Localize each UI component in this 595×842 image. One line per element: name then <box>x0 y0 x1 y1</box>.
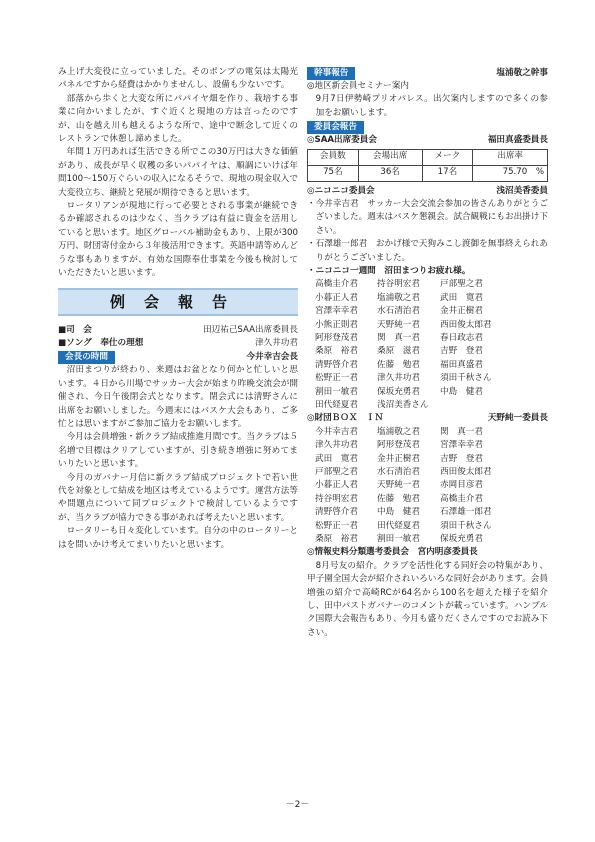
member-name: 田代経夏君 <box>377 520 420 531</box>
name-row <box>315 439 548 452</box>
member-name: 関 真一君 <box>440 426 483 437</box>
rotarian-paragraph: ロータリアンが現地に行って必要とされる事業が継続できるか確認されるのは少なく、当クラブは有益に資金を活用していると思います。地区グローバル補助金もあり、上限が300万円、財団寄付金から３年後活用できます。英語申請等めんどうな事もありますが、有効な国際奉仕事業を今後も検討していただきたいと思います。 <box>58 201 298 279</box>
member-name: 持谷明宏君 <box>377 279 420 290</box>
member-name: 天野純一君 <box>377 480 420 491</box>
nico-title: ◎ニコニコ委員会 <box>307 185 375 196</box>
president-paragraph: 沼田まつりが終わり、来週はお盆となり何かと忙しいと思います。４日から川場でサッカー大会が始まり昨晩交流会が開催され、今日午後閉会式となります。閉会式には清野さんに出席をお願いしました。今週末にはバスケ大会もあり、ご多忙とは思いますがご参加ご協力をお願いします。 <box>58 365 298 429</box>
member-name: 赤岡目彦君 <box>440 480 483 491</box>
name-row <box>315 305 548 318</box>
member-name: 田代経夏君 <box>315 399 358 410</box>
president-tag: 会長の時間 <box>58 351 115 364</box>
president-paragraph: ロータリーも日々変化しています。自分の中のロータリーとはを問いかけ考えてまいりたいと思います。 <box>58 526 298 550</box>
attendance-value-cell: 75名 <box>308 165 359 181</box>
committee-header <box>307 120 548 134</box>
name-row <box>315 386 548 399</box>
member-name: 浅沼美香さん <box>377 399 429 410</box>
secretary-name: 塩浦敬之幹事 <box>496 67 548 78</box>
box-title: ◎財団ＢＯＸ ＩＮ <box>307 413 384 424</box>
seminar-body: 9月7日伊勢崎プリオパレス。出欠案内しますので多くの参加をお願いします。 <box>315 94 548 118</box>
song-value: 津久井功君 <box>255 337 298 348</box>
president-name: 今井幸吉会長 <box>246 351 298 362</box>
member-name: 宮澤幸幸君 <box>440 440 483 451</box>
attendance-header-row <box>308 149 548 165</box>
box-names <box>307 426 548 547</box>
member-name: 桑原 滋君 <box>377 346 420 357</box>
member-name: 割田一敏君 <box>377 533 420 544</box>
president-paragraph: 今月のガバナー月信に新クラブ結成プロジェクトで若い世代を対象として結成を地区は考えているようです。運営方法等や問題点について同プロジェクトで検討しているようですが、当クラブが協力できる事があれば考えたいと思います。 <box>58 472 298 523</box>
saa-header <box>307 134 548 147</box>
name-row <box>315 520 548 533</box>
left-column <box>58 66 298 552</box>
name-row <box>315 372 548 385</box>
saa-title: ◎SAA出席委員会 <box>307 135 377 146</box>
income-paragraph: 年間１万円あれば生活できる所でこの30万円は大きな価値があり、成長が早く収穫の多いパパイヤは、順調にいけば年間100～150万ぐらいの収入になるそうで、現地の現金収入で大変役立ち、継続と発展が期待できると思います。 <box>58 147 298 198</box>
name-row <box>315 533 548 546</box>
nico-item: ・石澤雄一郎君 おかげ様で天狗みこし渡御を無事終えられありがとうございました。 <box>307 239 548 263</box>
member-name: 小熊正則君 <box>315 319 358 330</box>
member-name: 金井正樹君 <box>377 453 420 464</box>
member-name: 戸部聖之君 <box>315 466 358 477</box>
name-row <box>315 278 548 291</box>
attendance-header-cell: 会場出席 <box>358 149 422 165</box>
attendance-table <box>307 149 548 182</box>
seminar-title: ◎地区新会員セミナー案内 <box>307 81 410 91</box>
nico-chair: 浅沼美香委員 <box>496 185 548 196</box>
nico-item: ・今井幸吉君 サッカー大会交流会参加の皆さんありがとうございました。週末はバスケ懇親会。試合観戦にもお出掛け下さい。 <box>307 199 548 236</box>
papaya-paragraph: 部落から歩くと大変な所にパパイヤ畑を作り、栽培する事業に向かいましたが、すぐ近くと現地の方は言ったのですが、山を越え川も越えるような所で、途中で断念して近くのレストランで休憩し諦めました。 <box>58 93 298 145</box>
president-header <box>58 350 298 364</box>
member-name: 福田真盛君 <box>440 359 483 370</box>
box-chair: 天野純一委員長 <box>487 413 548 424</box>
attendance-header-cell: 会員数 <box>308 149 359 165</box>
member-name: 割田一敏君 <box>315 386 358 397</box>
member-name: 西田俊太郎君 <box>440 319 492 330</box>
member-name: 今井幸吉君 <box>315 426 358 437</box>
member-name: 春日政志君 <box>440 333 483 344</box>
name-row <box>315 479 548 492</box>
attendance-header-cell: 出席率 <box>473 149 548 165</box>
member-name: 小暮正人君 <box>315 480 358 491</box>
song-line <box>58 337 298 350</box>
member-name: 持谷明宏君 <box>315 493 358 504</box>
right-column <box>307 66 548 640</box>
secretary-header <box>307 66 548 80</box>
member-name: 高橋圭介君 <box>440 493 483 504</box>
member-name: 保坂充勇君 <box>440 533 483 544</box>
member-name: 津久井功君 <box>315 440 358 451</box>
member-name: 吉野 登君 <box>440 346 483 357</box>
member-name: 水石清治君 <box>377 466 420 477</box>
member-name: 阿形登茂君 <box>315 333 358 344</box>
chair-label: ■司 会 <box>58 324 92 335</box>
meeting-report-banner: 例会報告 <box>58 288 298 316</box>
member-name: 宮澤幸幸君 <box>315 306 358 317</box>
info-committee-title: ◎情報史料分類選考委員会 宮内明彦委員長 <box>307 547 478 558</box>
member-name: 中島 健君 <box>377 507 420 518</box>
continued-paragraph: み上げ大変役に立っていました。そのポンプの電気は太陽光パネルですから経費はかかりませんし、設備も少ないです。 <box>58 67 298 91</box>
attendance-value-cell: 36名 <box>358 165 422 181</box>
attendance-header-cell: メーク <box>422 149 473 165</box>
nico-names <box>307 278 548 412</box>
name-row <box>315 453 548 466</box>
name-row <box>315 292 548 305</box>
member-name: 佐藤 勉君 <box>377 493 420 504</box>
member-name: 水石清治君 <box>377 306 420 317</box>
member-name: 石澤雄一郎君 <box>440 507 492 518</box>
member-name: 戸部聖之君 <box>440 279 483 290</box>
member-name: 武田 寛君 <box>440 292 483 303</box>
president-paragraph: 今月は会員増強・新クラブ結成推進月間です。当クラブは５名増で目標はクリアしていますが、引き続き増強に努めてまいりたいと思います。 <box>58 432 298 470</box>
member-name: 塩浦敬之君 <box>377 426 420 437</box>
name-row <box>315 426 548 439</box>
committee-tag: 委員会報告 <box>307 121 364 134</box>
member-name: 保坂充勇君 <box>377 386 420 397</box>
member-name: 桑原 裕君 <box>315 533 358 544</box>
nico-week-title: ・ニコニコ一週間 沼田まつりお疲れ様。 <box>307 266 471 277</box>
member-name: 塩浦敬之君 <box>377 292 420 303</box>
page-number: －2－ <box>285 800 310 810</box>
member-name: 小暮正人君 <box>315 292 358 303</box>
attendance-value-cell: 17名 <box>422 165 473 181</box>
member-name: 桑原 裕君 <box>315 346 358 357</box>
name-row <box>315 493 548 506</box>
nico-header <box>307 185 548 198</box>
member-name: 佐藤 勉君 <box>377 359 420 370</box>
name-row <box>315 359 548 372</box>
member-name: 吉野 登君 <box>440 453 483 464</box>
member-name: 武田 寛君 <box>315 453 358 464</box>
chair-value: 田辺祐己SAA出席委員長 <box>203 324 298 335</box>
box-header <box>307 412 548 425</box>
member-name: 松野正一君 <box>315 520 358 531</box>
member-name: 関 真一君 <box>377 333 420 344</box>
member-name: 松野正一君 <box>315 373 358 384</box>
member-name: 須田千秋さん <box>440 520 492 531</box>
attendance-value-cell: 75.70 % <box>473 165 548 181</box>
member-name: 須田千秋さん <box>440 373 492 384</box>
name-row <box>315 466 548 479</box>
member-name: 津久井功君 <box>377 373 420 384</box>
info-committee-body: 8月号友の紹介。クラブを活性化する同好会の特集があり、甲子園全国大会が紹介されいろいろな同好会があります。会員増強の紹介で高崎RCが64名から100名を超えた様子を紹介し、田中パストガバナーのコメントが載っています。ハンブルク国際大会報告もあり、今月も盛りだくさんですのでお読み下さい。 <box>307 560 548 638</box>
saa-chair: 福田真盛委員長 <box>487 135 548 146</box>
member-name: 清野啓介君 <box>315 359 358 370</box>
member-name <box>440 399 548 412</box>
name-row <box>315 332 548 345</box>
name-row <box>315 319 548 332</box>
member-name: 金井正樹君 <box>440 306 483 317</box>
member-name: 高橋圭介君 <box>315 279 358 290</box>
name-row <box>315 345 548 358</box>
song-label: ■ソング 奉仕の理想 <box>58 337 144 348</box>
secretary-tag: 幹事報告 <box>307 67 355 80</box>
name-row <box>315 399 548 412</box>
attendance-value-row <box>308 165 548 181</box>
member-name: 中島 健君 <box>440 386 483 397</box>
member-name: 西田俊太郎君 <box>440 466 492 477</box>
member-name: 清野啓介君 <box>315 507 358 518</box>
member-name: 阿形登茂君 <box>377 440 420 451</box>
name-row <box>315 506 548 519</box>
member-name: 天野純一君 <box>377 319 420 330</box>
chair-line <box>58 324 298 337</box>
